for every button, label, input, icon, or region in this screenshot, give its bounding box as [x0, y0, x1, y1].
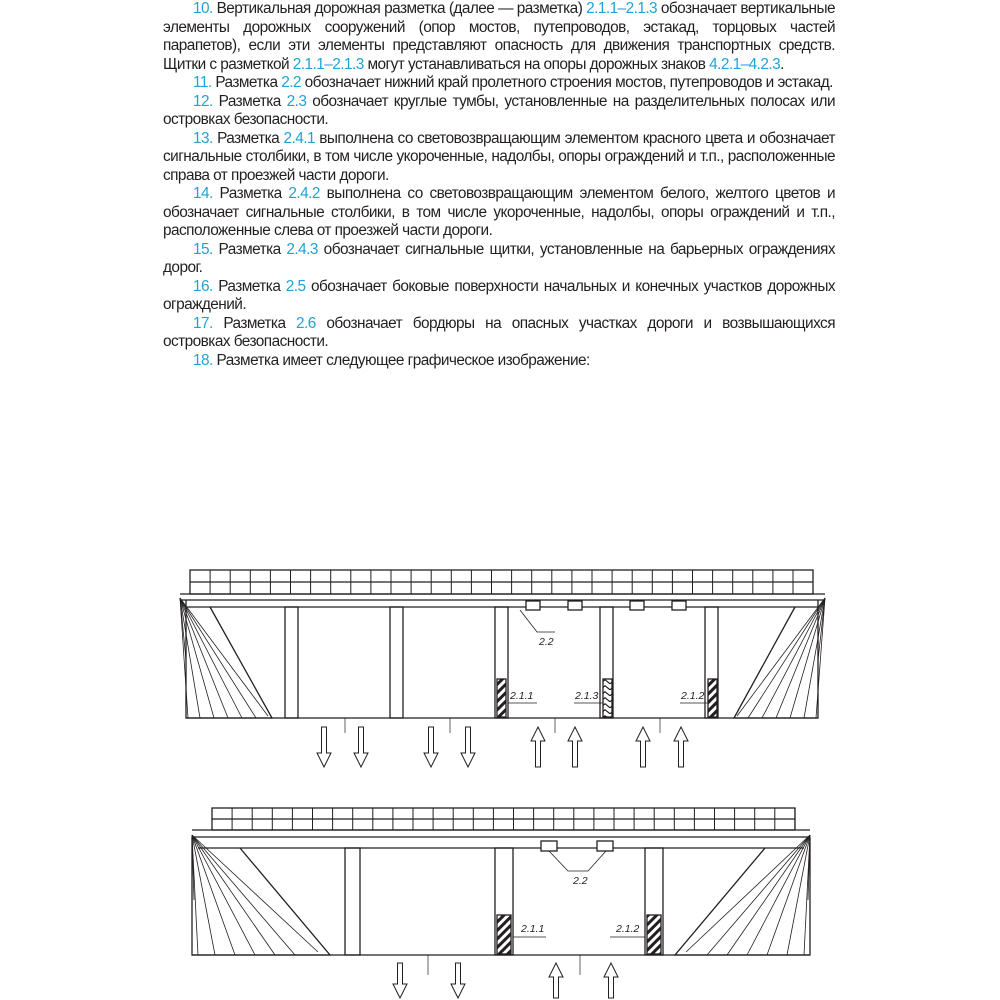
bridge-deck	[192, 830, 810, 848]
traffic-arrows-top	[317, 727, 688, 767]
paragraph-number: 13.	[193, 129, 213, 147]
paragraph-number: 12.	[193, 92, 213, 110]
paragraph-number: 10.	[193, 0, 213, 17]
bridge-railing	[212, 808, 795, 830]
paragraph-text: обозначает нижний край пролетного строения мостов, путепроводов и эстакад.	[300, 74, 833, 91]
reference-link[interactable]: 4.2.1–4.2.3	[709, 55, 781, 73]
reference-link[interactable]: 2.6	[296, 314, 316, 332]
left-embankment	[192, 835, 330, 955]
label-2-1-1-top: 2.1.1	[510, 690, 534, 702]
paragraph-text: Разметка	[219, 185, 289, 202]
reference-link[interactable]: 2.4.2	[288, 185, 320, 202]
reference-link[interactable]: 2.5	[285, 277, 306, 295]
reference-link[interactable]: 2.2	[281, 74, 301, 91]
paragraph-text: обозначает боковые поверхности начальных и конечных участков дорожных ограждений.	[163, 277, 835, 313]
paragraph-number: 16.	[193, 277, 213, 295]
label-2-1-2-bottom: 2.1.2	[616, 923, 640, 935]
paragraph-number: 11.	[193, 74, 212, 91]
label-2-1-1-bottom: 2.1.1	[521, 923, 545, 935]
paragraph-text: могут устанавливаться на опоры дорожных знаков	[363, 55, 710, 73]
paragraph-text: .	[780, 55, 784, 73]
marking-2-1-2	[708, 679, 717, 717]
paragraph-text: обозначает круглые тумбы, установленные на разделительных полосах или островках безопасности.	[163, 92, 835, 128]
paragraph-text: обозначает сигнальные щитки, установленные на барьерных ограждениях дорог.	[163, 240, 835, 276]
bridge-deck	[180, 594, 825, 607]
paragraph-text: обозначает бордюры на опасных участках дороги и возвышающихся островках безопасности.	[163, 314, 835, 350]
left-embankment	[180, 598, 272, 718]
bridge-diagram-bottom	[192, 808, 810, 998]
marking-2-1-3	[603, 679, 612, 717]
reference-link[interactable]: 2.1.1–2.1.3	[586, 0, 658, 17]
traffic-arrows-bottom	[393, 963, 618, 998]
bridge-railing	[190, 570, 813, 594]
reference-link[interactable]: 2.1.1–2.1.3	[292, 55, 364, 73]
paragraph-text: Разметка	[217, 129, 284, 147]
marking-2-1-1	[497, 679, 506, 717]
paragraph-number: 18.	[193, 351, 213, 369]
paragraph-text: Разметка	[215, 74, 282, 91]
paragraph-number: 17.	[193, 314, 213, 332]
label-2-2-bottom: 2.2	[573, 875, 588, 887]
paragraph-text: Разметка	[218, 240, 287, 258]
marking-2-2-blocks	[526, 601, 686, 610]
paragraph-text: обозначает вертикальные элементы дорожных сооружений (опор мостов, путепроводов, эстакад, торцовых частей парапетов), если эти элементы представляют опасность для движения транспортных средств. Щитки с разметкой	[163, 0, 836, 73]
paragraph-text: Разметка	[218, 92, 287, 110]
marking-2-2-blocks	[541, 841, 613, 851]
label-2-1-2-top: 2.1.2	[681, 690, 705, 702]
marking-2-1-2	[647, 915, 661, 954]
reference-link[interactable]: 2.4.3	[286, 240, 318, 258]
label-2-2-top: 2.2	[539, 636, 554, 648]
right-embankment	[675, 835, 810, 955]
reference-link[interactable]: 2.4.1	[283, 129, 315, 147]
paragraph-text: выполнена со световозвращающим элементом красного цвета и обозначает сигнальные столбики, в том числе укороченные, надолбы, опоры ограждений и т.п., расположенные справа от проезжей части дороги.	[163, 129, 835, 184]
paragraph-text: Разметка	[223, 314, 297, 332]
paragraph-text: Вертикальная дорожная разметка (далее — разметка)	[216, 0, 587, 17]
paragraph-text: Разметка	[218, 277, 286, 295]
reference-link[interactable]: 2.3	[286, 92, 307, 110]
paragraph-number: 14.	[193, 185, 213, 202]
paragraph-number: 15.	[193, 240, 213, 258]
paragraph-text: выполнена со световозвращающим элементом белого, желтого цветов и обозначает сигнальные столбики, в том числе укороченные, надолбы, опоры ограждений и т.п., расположенные слева от проезжей части дороги.	[163, 185, 835, 239]
right-embankment	[734, 598, 825, 718]
marking-2-1-1	[497, 915, 511, 954]
paragraph-text: Разметка имеет следующее графическое изображение:	[216, 351, 590, 369]
bridge-diagram-top	[180, 570, 825, 767]
label-2-1-3-top: 2.1.3	[575, 690, 599, 702]
